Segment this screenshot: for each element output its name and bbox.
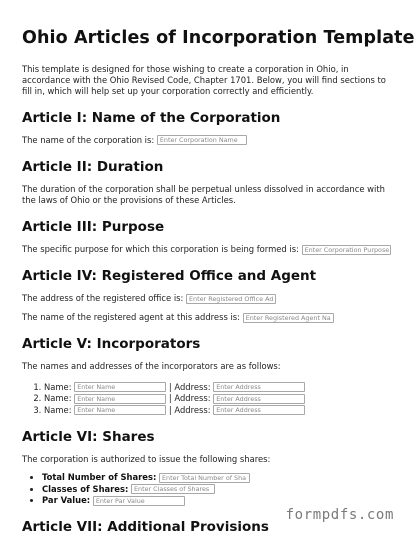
shares-item (42, 484, 394, 496)
registered-office-label: The address of the registered office is: (22, 293, 184, 304)
article-1-line (22, 135, 394, 146)
registered-office-input[interactable]: Enter Registered Office Ad (186, 294, 276, 304)
incorporator-2-address-input[interactable]: Enter Address (213, 394, 305, 404)
corporation-name-label: The name of the corporation is: (22, 134, 155, 145)
article-7-heading: Article VII: Additional Provisions (22, 518, 269, 535)
incorporator-address-label: | Address: (168, 381, 211, 392)
incorporator-1-address-input[interactable]: Enter Address (213, 382, 305, 392)
incorporator-3-name-input[interactable]: Enter Name (74, 405, 166, 415)
incorporator-address-label: | Address: (168, 393, 211, 404)
incorporator-name-label: Name: (44, 393, 72, 404)
article-6-text: The corporation is authorized to issue the following shares: (22, 454, 271, 465)
article-1-heading: Article I: Name of the Corporation (22, 109, 281, 126)
article-3-heading: Article III: Purpose (22, 219, 165, 236)
page-title: Ohio Articles of Incorporation Template (22, 28, 415, 48)
article-6-heading: Article VI: Shares (22, 429, 155, 446)
incorporator-name-label: Name: (44, 404, 72, 415)
registered-agent-input[interactable]: Enter Registered Agent Na (243, 313, 334, 323)
corporation-name-input[interactable]: Enter Corporation Name (157, 135, 247, 145)
incorporator-row (44, 382, 394, 394)
incorporator-3-address-input[interactable]: Enter Address (213, 405, 305, 415)
total-shares-label: Total Number of Shares: (42, 472, 157, 483)
registered-office-line (22, 293, 394, 304)
incorporator-name-label: Name: (44, 381, 72, 392)
purpose-label: The specific purpose for which this corporation is being formed is: (22, 244, 299, 255)
registered-agent-label: The name of the registered agent at this address is: (22, 312, 240, 323)
incorporator-row (44, 393, 394, 405)
incorporator-row (44, 405, 394, 417)
watermark: formpdfs.com (285, 507, 394, 523)
shares-item (42, 495, 394, 507)
article-4-heading: Article IV: Registered Office and Agent (22, 268, 317, 285)
incorporator-address-label: | Address: (168, 404, 211, 415)
total-shares-input[interactable]: Enter Total Number of Sha (159, 473, 250, 483)
article-3-line (22, 244, 394, 255)
article-5-heading: Article V: Incorporators (22, 336, 201, 353)
article-2-heading: Article II: Duration (22, 158, 164, 175)
incorporators-list (22, 382, 394, 417)
classes-of-shares-label: Classes of Shares: (42, 483, 129, 494)
article-2-text: The duration of the corporation shall be perpetual unless dissolved in accordance with the laws of Ohio or the provisions of these Articles. (22, 183, 385, 206)
registered-agent-line (22, 312, 394, 323)
intro-paragraph: This template is designed for those wishing to create a corporation in Ohio, in accordance with the Ohio Revised Code, Chapter 1701. Below, you will find sections to fill in, which will help set up your corporation correctly and efficiently. (22, 64, 386, 97)
incorporator-2-name-input[interactable]: Enter Name (74, 394, 166, 404)
shares-list (22, 472, 394, 507)
classes-of-shares-input[interactable]: Enter Classes of Shares (131, 484, 215, 494)
incorporator-1-name-input[interactable]: Enter Name (74, 382, 166, 392)
par-value-input[interactable]: Enter Par Value (93, 496, 185, 506)
shares-item (42, 472, 394, 484)
article-5-text: The names and addresses of the incorporators are as follows: (22, 361, 281, 372)
par-value-label: Par Value: (42, 495, 91, 506)
corporation-purpose-input[interactable]: Enter Corporation Purpose (302, 245, 391, 255)
